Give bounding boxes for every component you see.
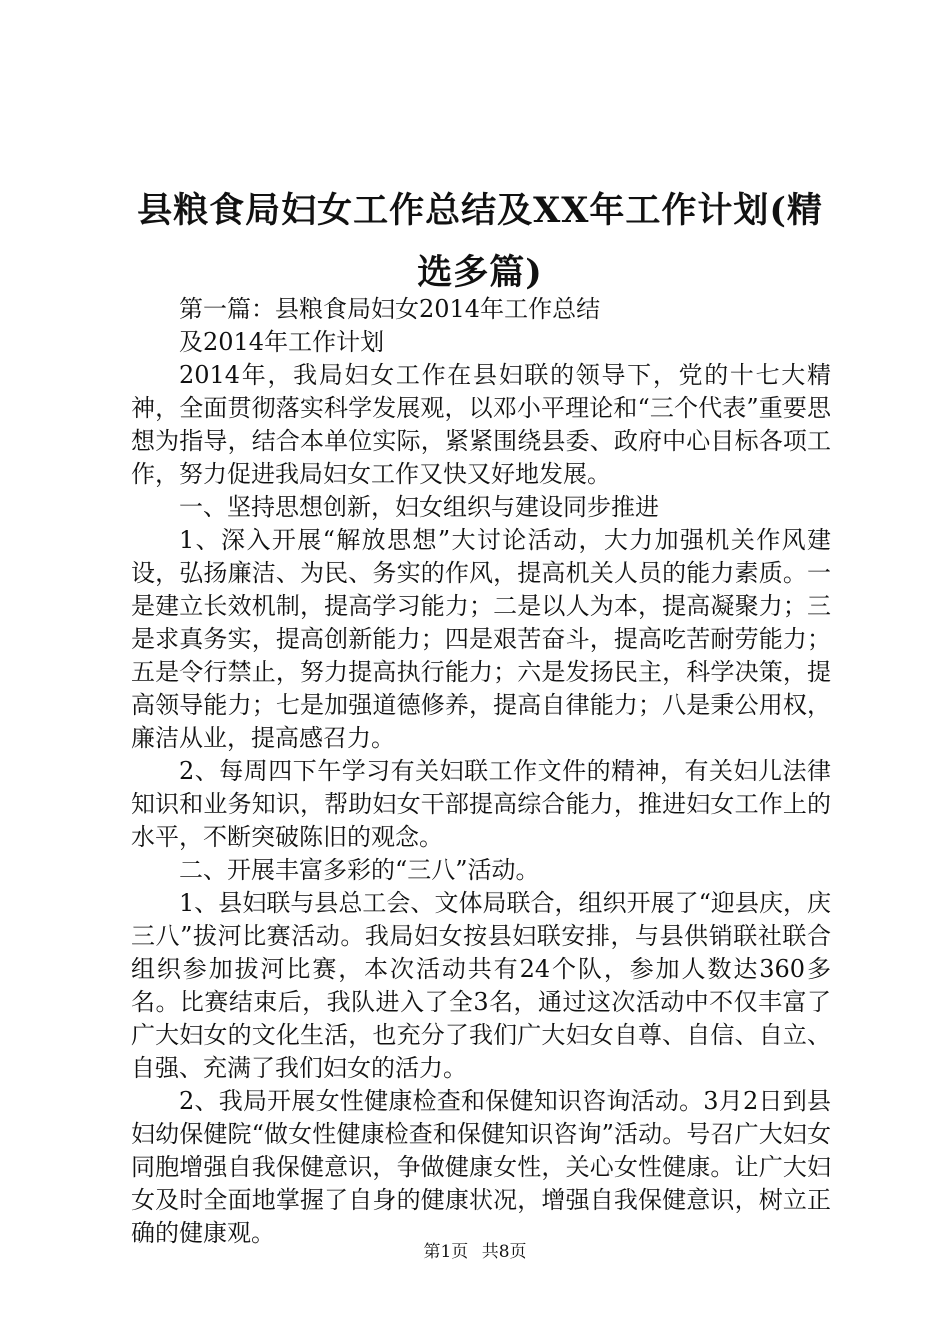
page-total: 共8页 xyxy=(481,1242,527,1262)
section-heading: 一、坚持思想创新，妇女组织与建设同步推进 xyxy=(179,493,659,521)
paragraph: 1、深入开展“解放思想”大讨论活动，大力加强机关作风建设，弘扬廉洁、为民、务实的作风，提高机关人员的能力素质。一是建立长效机制，提高学习能力；二是以人为本，提高凝聚力；三是求真务实，提高创新能力；四是艰苦奋斗，提高吃苦耐劳能力；五是令行禁止，努力提高执行能力；六是发扬民主，科学决策，提高领导能力；七是加强道德修养，提高自律能力；八是秉公用权，廉洁从业，提高感召力。 xyxy=(131,526,831,752)
paragraph: 2、每周四下午学习有关妇联工作文件的精神，有关妇儿法律知识和业务知识，帮助妇女干部提高综合能力，推进妇女工作上的水平，不断突破陈旧的观念。 xyxy=(131,757,831,851)
document-title: 县粮食局妇女工作总结及XX年工作计划(精选多篇) xyxy=(137,190,823,293)
paragraph: 第一篇：县粮食局妇女2014年工作总结 xyxy=(179,295,601,323)
paragraph: 2014年，我局妇女工作在县妇联的领导下，党的十七大精神，全面贯彻落实科学发展观，以邓小平理论和“三个代表”重要思想为指导，结合本单位实际，紧紧围绕县委、政府中心目标各项工作，努力促进我局妇女工作又快又好地发展。 xyxy=(131,361,831,488)
page-number: 第1页 xyxy=(423,1242,469,1262)
paragraph: 2、我局开展女性健康检查和保健知识咨询活动。3月2日到县妇幼保健院“做女性健康检查和保健知识咨询”活动。号召广大妇女同胞增强自我保健意识，争做健康女性，关心女性健康。让广大妇女及时全面地掌握了自身的健康状况，增强自我保健意识，树立正确的健康观。 xyxy=(131,1087,831,1247)
document-body xyxy=(131,293,831,1250)
paragraph: 及2014年工作计划 xyxy=(179,328,385,356)
paragraph: 1、县妇联与县总工会、文体局联合，组织开展了“迎县庆，庆三八”拔河比赛活动。我局妇女按县妇联安排，与县供销联社联合组织参加拔河比赛，本次活动共有24个队，参加人数达360多名。比赛结束后，我队进入了全3名，通过这次活动中不仅丰富了广大妇女的文化生活，也充分了我们广大妇女自尊、自信、自立、自强、充满了我们妇女的活力。 xyxy=(131,889,831,1082)
section-heading: 二、开展丰富多彩的“三八”活动。 xyxy=(179,856,540,884)
page-footer xyxy=(0,1240,950,1264)
